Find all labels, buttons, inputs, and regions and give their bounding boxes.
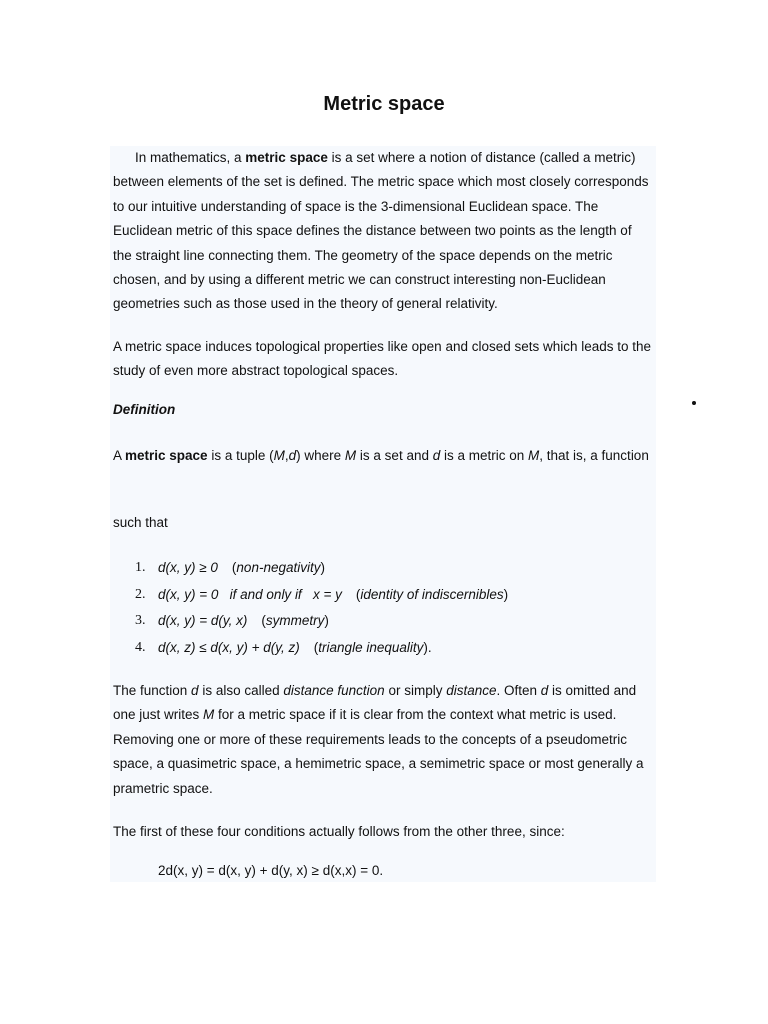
distance-function-paragraph: The function d is also called distance function or simply distance. Often d is omitted and one just writes M for a metric space if it is clear from the context what metric is used. Removing one or more of these requirements leads to the concepts of a pseudometric space, a quasimetric space, a hemimetric space, a semimetric space or most generally a prametric space. xyxy=(113,683,644,796)
conditions-list xyxy=(113,555,653,661)
condition-item: 1. d(x, y) ≥ 0 (non-negativity) xyxy=(113,555,653,582)
condition-item: 4. d(x, z) ≤ d(x, y) + d(y, z) (triangle inequality). xyxy=(113,635,653,662)
condition-note: symmetry xyxy=(265,613,325,628)
condition-item: 3. d(x, y) = d(y, x) (symmetry) xyxy=(113,608,653,635)
condition-formula: d(x, y) ≥ 0 xyxy=(158,560,218,575)
condition-number: 4. xyxy=(135,639,146,655)
condition-number: 3. xyxy=(135,613,146,628)
definition-heading: Definition xyxy=(113,402,176,417)
definition-paragraph: A metric space is a tuple (M,d) where M is a set and d is a metric on M, that is, a function xyxy=(113,448,649,463)
condition-number: 2. xyxy=(135,586,146,602)
topology-paragraph: A metric space induces topological properties like open and closed sets which leads to the study of even more abstract topological spaces. xyxy=(113,339,652,379)
condition-note: non-negativity xyxy=(236,560,321,575)
first-condition-paragraph: The first of these four conditions actually follows from the other three, since: xyxy=(113,824,565,839)
term-metric-space: metric space xyxy=(245,150,328,165)
intro-paragraph: In mathematics, a metric space is a set where a notion of distance (called a metric) between elements of the set is defined. The metric space which most closely corresponds to our intuitive understanding of space is the 3-dimensional Euclidean space. The Euclidean metric of this space defines the distance between two points as the length of the straight line connecting them. The geometry of the space depends on the metric chosen, and by using a different metric we can construct interesting non-Euclidean geometries such as those used in the theory of general relativity. xyxy=(113,150,649,312)
condition-item: 2. d(x, y) = 0 if and only if x = y (identity of indiscernibles) xyxy=(113,582,653,609)
condition-formula: d(x, z) ≤ d(x, y) + d(y, z) xyxy=(158,639,300,655)
condition-note: identity of indiscernibles xyxy=(360,586,504,602)
condition-number: 1. xyxy=(135,560,146,575)
such-that-text: such that xyxy=(113,515,168,530)
condition-formula: d(x, y) = 0 if and only if x = y xyxy=(158,586,342,602)
condition-formula: d(x, y) = d(y, x) xyxy=(158,613,248,628)
nonnegativity-formula: 2d(x, y) = d(x, y) + d(y, x) ≥ d(x,x) = 0. xyxy=(158,863,384,878)
condition-note: triangle inequality xyxy=(318,639,424,655)
term-metric-space-def: metric space xyxy=(125,448,208,463)
page-title: Metric space xyxy=(323,93,445,115)
bullet-dot xyxy=(692,401,696,405)
